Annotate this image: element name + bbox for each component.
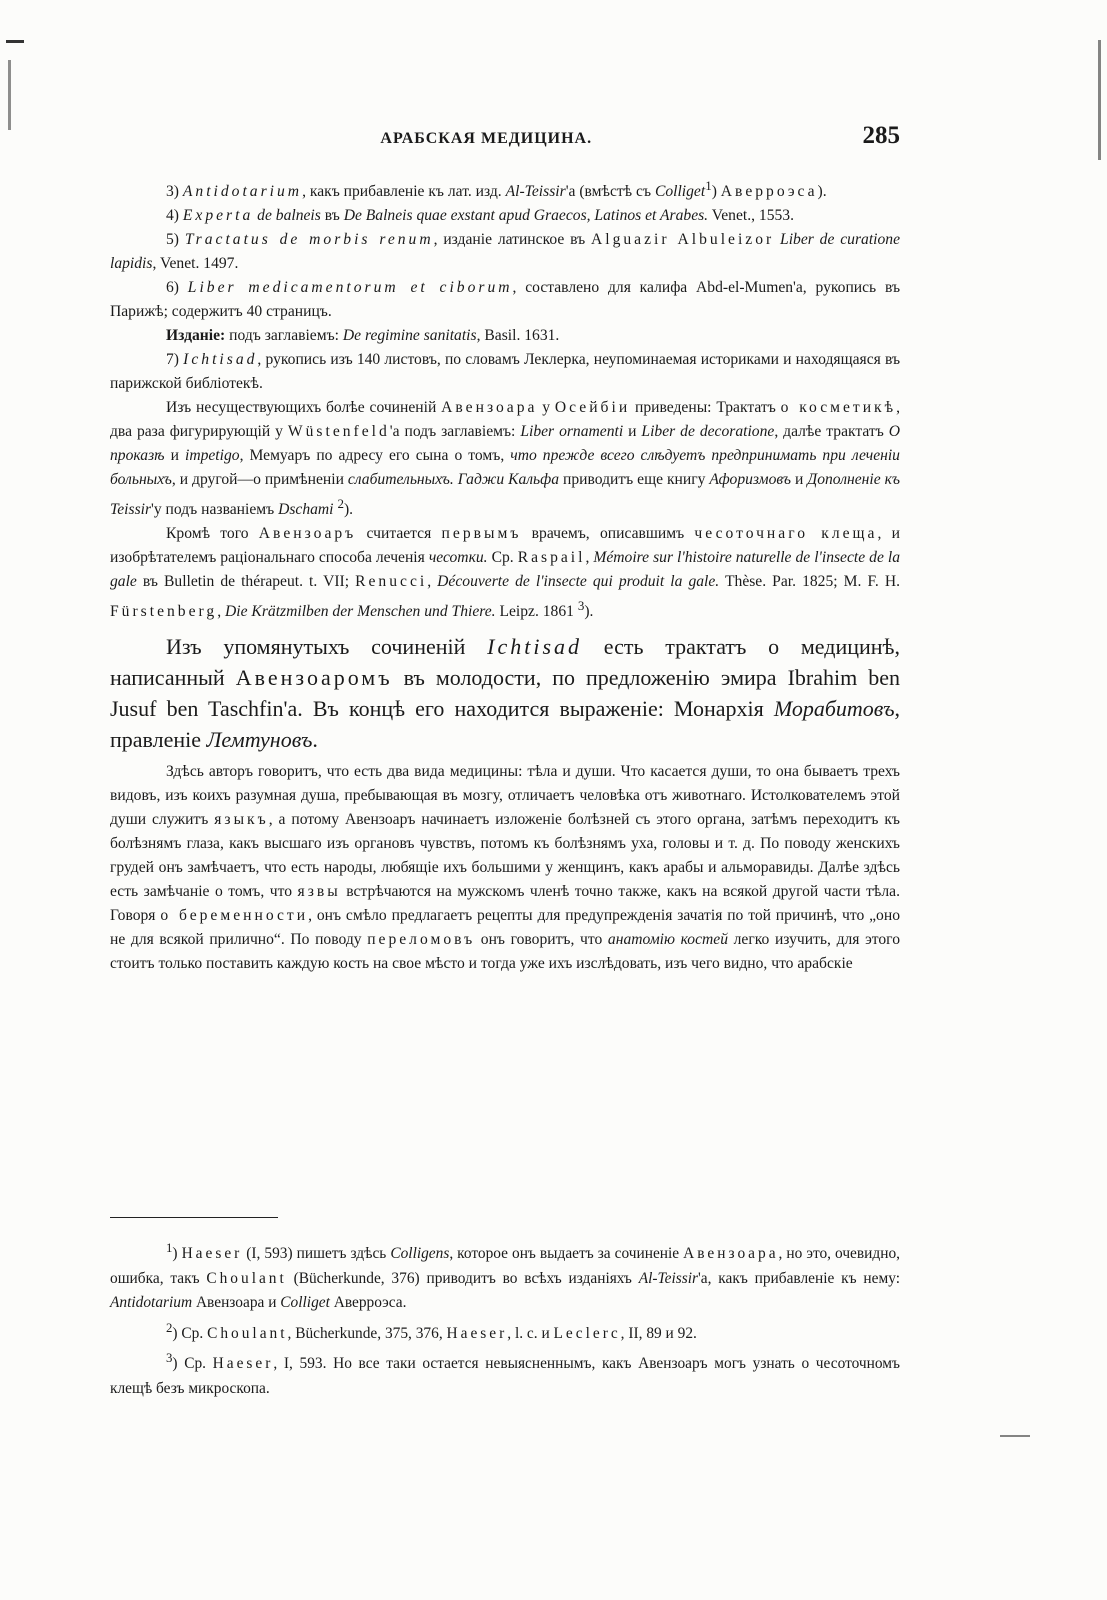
italic-text: Antidotarium	[110, 1294, 193, 1312]
italic-text: Гаджи Кальфа	[457, 471, 560, 489]
italic-text: Liber de decoratione	[641, 423, 775, 441]
footnote-ref: 1	[166, 1241, 173, 1255]
italic-text: Colliget	[654, 183, 706, 201]
spaced-text: Fürstenberg	[110, 603, 218, 621]
italic-text: Al-Teissir	[505, 183, 566, 201]
spaced-italic-text: Tractatus de morbis renum	[184, 231, 434, 249]
scan-speck	[1098, 40, 1101, 160]
page-header	[110, 122, 900, 150]
spaced-text: о косметикѣ	[780, 399, 897, 417]
paragraph-edition: Изданіе: подъ заглавіемъ: De regimine sanitatis, Basil. 1631.	[166, 327, 560, 345]
footnote-ref: 2	[166, 1320, 173, 1335]
italic-text: Découverte de l'insecte qui produit la gale.	[437, 573, 720, 591]
spaced-text: Аверроэса	[720, 183, 818, 201]
spaced-text: Авензоара	[683, 1245, 779, 1263]
italic-text: De regimine sanitatis	[342, 327, 477, 345]
italic-text: Al-Teissir	[638, 1269, 699, 1287]
spaced-text: Haeser	[181, 1245, 243, 1263]
spaced-text: язвы	[297, 882, 341, 900]
italic-text: чесотки.	[428, 549, 488, 567]
spaced-text: первымъ	[441, 525, 522, 543]
body-text	[110, 174, 900, 976]
italic-text: impetigo	[184, 447, 240, 465]
italic-text: слабительныхъ.	[347, 471, 454, 489]
footnote-3: $^3$) Ср. Haeser, I, 593. Но все таки остается невыясненнымъ, какъ Авензоаръ могъ узнать о чесоточномъ клещѣ безъ микроскопа.	[110, 1351, 900, 1397]
spaced-text: Haeser	[446, 1324, 508, 1342]
footnote-rule	[110, 1217, 278, 1218]
spaced-text: Choulant	[207, 1324, 288, 1342]
paragraph-antidotarium: 3) Antidotarium, какъ прибавленіе къ лат. изд. Al-Teissir'а (вмѣстѣ съ Colliget$^1$) Аверроэса).	[166, 178, 827, 201]
italic-text: Colliget	[280, 1294, 330, 1312]
spaced-text: Alguazir Albuleizor	[590, 231, 775, 249]
italic-text: анатомію костей	[607, 930, 729, 948]
footnotes	[110, 1236, 900, 1401]
italic-text: de balneis	[257, 207, 321, 225]
italic-text: О проказѣ	[110, 423, 900, 465]
paragraph-ichtisad: 7) Ichtisad, рукопись изъ 140 листовъ, по словамъ Леклерка, неупоминаемая историками и находящаяся въ парижской библіотекѣ.	[110, 351, 901, 393]
italic-text: Colligens	[390, 1245, 450, 1263]
spaced-text: Авензоаръ	[258, 525, 357, 543]
spaced-italic-text: Experta	[182, 207, 254, 225]
italic-text: Морабитовъ	[773, 695, 895, 721]
scan-speck	[1000, 1435, 1030, 1437]
spaced-italic-text: Liber medicamentorum et ciborum	[187, 279, 513, 297]
paragraph-liber-medicamentorum: 6) Liber medicamentorum et ciborum, составлено для калифа Abd-el-Mumen'a, рукопись въ Парижѣ; содержитъ 40 страницъ.	[110, 279, 901, 321]
paragraph-itch-mite: Кромѣ того Авензоаръ считается первымъ врачемъ, описавшимъ чесоточнаго клеща, и изобрѣтателемъ раціональнаго способа леченія чесотки. Ср. Raspail, Mémoire sur l'histoire naturelle de l'insecte de la gale въ Bulletin de thérapeut. t. VII; Renucci, Découverte de l'insecte qui produit la gale. Thèse. Par. 1825; M. F. H. Fürstenberg, Die Krätzmilben der Menschen und Thiere. Leipz. 1861 $^3$).	[110, 525, 901, 621]
scan-speck	[8, 60, 11, 130]
spaced-text: Raspail	[517, 549, 586, 567]
italic-text: Liber ornamenti	[520, 423, 624, 441]
spaced-text: Авензоара	[441, 399, 538, 417]
spaced-text: языкъ	[214, 810, 269, 828]
scan-speck	[6, 40, 24, 43]
italic-text: Дополненіе къ Teissir	[110, 471, 900, 519]
page-number: 285	[862, 122, 900, 149]
spaced-text: Осейбіи	[554, 399, 631, 417]
spaced-italic-text: Ichtisad	[487, 633, 583, 659]
footnote-ref: 1	[705, 178, 712, 193]
footnote-ref: 2	[337, 496, 344, 512]
footnote-ref: 3	[166, 1351, 173, 1366]
footnote-1: $^1$) Haeser (I, 593) пишетъ здѣсь Colligens, которое онъ выдаетъ за сочиненіе Авензоара, но это, очевидно, ошибка, такъ Choulant (Bücherkunde, 376) приводитъ во всѣхъ изданіяхъ Al-Teissir'а, какъ прибавленіе къ нему: Antidotarium Авензоара и Colliget Аверроэса.	[110, 1241, 900, 1312]
italic-text: De Balneis quae exstant apud Graecos, Latinos et Arabes.	[343, 207, 709, 225]
spaced-text: о беременности	[160, 906, 309, 924]
paragraph-experta: 4) Experta de balneis въ De Balneis quae exstant apud Graecos, Latinos et Arabes. Venet., 1553.	[166, 207, 794, 225]
spaced-text: Haeser	[212, 1355, 274, 1373]
running-title: АРАБСКАЯ МЕДИЦИНА.	[380, 130, 593, 147]
footnote-ref: 3	[577, 598, 585, 614]
footnote-2: $^2$) Ср. Choulant, Bücherkunde, 375, 376, Haeser, l. c. и Leclerc, II, 89 и 92.	[166, 1320, 697, 1342]
spaced-text: Авензоаромъ	[235, 664, 393, 690]
italic-text: Die Krätzmilben der Menschen und Thiere.	[225, 603, 496, 621]
paragraph-medicine-kinds: Здѣсь авторъ говоритъ, что есть два вида медицины: тѣла и души. Что касается души, то она бываетъ трехъ видовъ, изъ коихъ разумная душа, пребывающая въ мозгу, отличаетъ человѣка отъ животнаго. Истолкователемъ этой души служитъ языкъ, а потому Авензоаръ начинаетъ изложеніе болѣзней съ этого органа, затѣмъ переходитъ къ болѣзнямъ глаза, какъ высшаго изъ органовъ чувствъ, потомъ къ болѣзнямъ уха, головы и т. д. По поводу женскихъ грудей онъ замѣчаетъ, что есть народы, любящіе ихъ большими у женщинъ, какъ арабы и альморавиды. Далѣе здѣсь есть замѣчаніе о томъ, что язвы встрѣчаются на мужскомъ членѣ точно также, какъ на всякой другой части тѣла. Говоря о беременности, онъ смѣло предлагаетъ рецепты для предупрежденія зачатія по той причинѣ, что „оно не для всякой прилично“. По поводу переломовъ онъ говоритъ, что анатомію костей легко изучить, для этого стоитъ только поставить каждую кость на свое мѣсто и тогда уже ихъ изслѣдовать, изъ чего видно, что арабскіе	[110, 762, 900, 972]
bold-text: Изданіе:	[166, 327, 226, 345]
spaced-italic-text: Ichtisad	[183, 351, 258, 369]
spaced-text: переломовъ	[367, 930, 476, 948]
italic-text: Mémoire sur l'histoire naturelle de l'insecte de la gale	[110, 549, 901, 591]
spaced-text: Leclerc	[553, 1324, 621, 1342]
italic-text: Афоризмовъ	[709, 471, 792, 489]
spaced-text: Choulant	[206, 1269, 287, 1287]
spaced-text: чесоточнаго клеща	[694, 525, 878, 543]
spaced-text: Renucci	[355, 573, 428, 591]
spaced-text: Wüstenfeld	[287, 423, 390, 441]
italic-text: что прежде всего слѣдуетъ предпринимать при леченіи больныхъ	[110, 447, 900, 489]
spaced-italic-text: Antidotarium	[182, 183, 303, 201]
paragraph-ichtisad-treatise: Изъ упомянутыхъ сочиненій Ichtisad есть трактатъ о медицинѣ, написанный Авензоаромъ въ молодости, по предложенію эмира Ibrahim ben Jusuf ben Taschfin'a. Въ концѣ его находится выраженіе: Монархія Морабитовъ, правленіе Лемтуновъ.	[110, 633, 900, 752]
italic-text: Dschami	[278, 501, 334, 519]
italic-text: Лемтуновъ	[206, 726, 313, 752]
paragraph-lost-works: Изъ несуществующихъ болѣе сочиненій Авензоара у Осейбіи приведены: Трактатъ о косметикѣ, два раза фигурирующій у Wüstenfeld'а подъ заглавіемъ: Liber ornamenti и Liber de decoratione, далѣе трактатъ О проказѣ и impetigo, Мемуаръ по адресу его сына о томъ, что прежде всего слѣдуетъ предпринимать при леченіи больныхъ, и другой—о примѣненіи слабительныхъ. Гаджи Кальфа приводитъ еще книгу Афоризмовъ и Дополненіе къ Teissir'у подъ названіемъ Dschami $^2$).	[110, 399, 901, 519]
paragraph-tractatus: 5) Tractatus de morbis renum, изданіе латинское въ Alguazir Albuleizor Liber de curatione lapidis, Venet. 1497.	[110, 231, 900, 273]
italic-text: Liber de curatione lapidis	[110, 231, 900, 273]
